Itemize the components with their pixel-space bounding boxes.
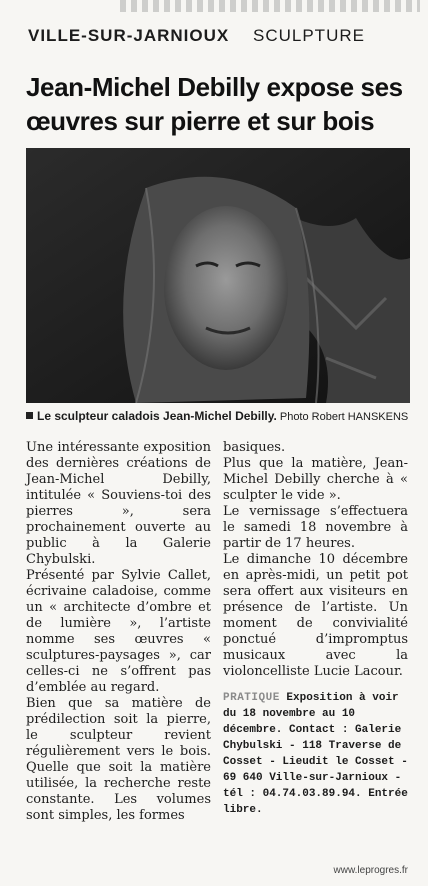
article-column-1 (26, 440, 211, 824)
portrait-image (26, 148, 410, 403)
practical-label: PRATIQUE (223, 692, 280, 704)
article-column-2 (223, 440, 408, 818)
practical-text: Exposition à voir du 18 novembre au 10 décembre. Contact : Galerie Chybulski - 118 Traverse de Cosset - Lieudit le Cosset - 69 640 Ville-sur-Jarnioux - tél : 04.74.03.89.94. Entrée libre. (223, 692, 408, 816)
paragraph: Présenté par Sylvie Callet, écrivaine caladoise, comme un « architecte d’ombre et de lumière », l’artiste nomme ses œuvres « sculptures-paysages », car celles-ci ne s’offrent pas d’emblée au regard. (26, 568, 211, 695)
paragraph: Plus que la matière, Jean-Michel Debilly cherche à « sculpter le vide ». (223, 456, 408, 503)
photo-credit: Photo Robert HANSKENS (279, 411, 409, 423)
article-photo (26, 148, 410, 403)
section-label: SCULPTURE (253, 26, 365, 45)
section-header (28, 26, 408, 50)
photo-caption (26, 408, 416, 424)
caption-marker (26, 412, 33, 419)
website-footer: www.leprogres.fr (333, 865, 408, 876)
paragraph: Bien que sa matière de prédilection soit la pierre, le sculpteur revient régulièrement vers le bois. Quelle que soit la matière utilisée, la recherche reste constante. Les volumes sont simples, les formes (26, 696, 211, 823)
paragraph: Une intéressante exposition des dernières créations de Jean-Michel Debilly, intitulée « Souviens-toi des pierres », sera prochainement ouverte au public à la Galerie Chybulski. (26, 440, 211, 567)
paragraph: basiques. (223, 440, 286, 455)
practical-info (223, 690, 408, 818)
location-label: VILLE-SUR-JARNIOUX (28, 26, 230, 45)
clipped-previous-text (120, 0, 420, 12)
paragraph: Le vernissage s’effectuera le samedi 18 novembre à partir de 17 heures. (223, 504, 408, 551)
headline: Jean-Michel Debilly expose ses œuvres sur pierre et sur bois (26, 72, 403, 136)
caption-text: Le sculpteur caladois Jean-Michel Debilly. (37, 409, 277, 423)
paragraph: Le dimanche 10 décembre en après-midi, un petit pot sera offert aux visiteurs en présence de l’artiste. Un moment de convivialité ponctué d’impromptus musicaux avec la violoncelliste Lucie Lacour. (223, 552, 408, 679)
